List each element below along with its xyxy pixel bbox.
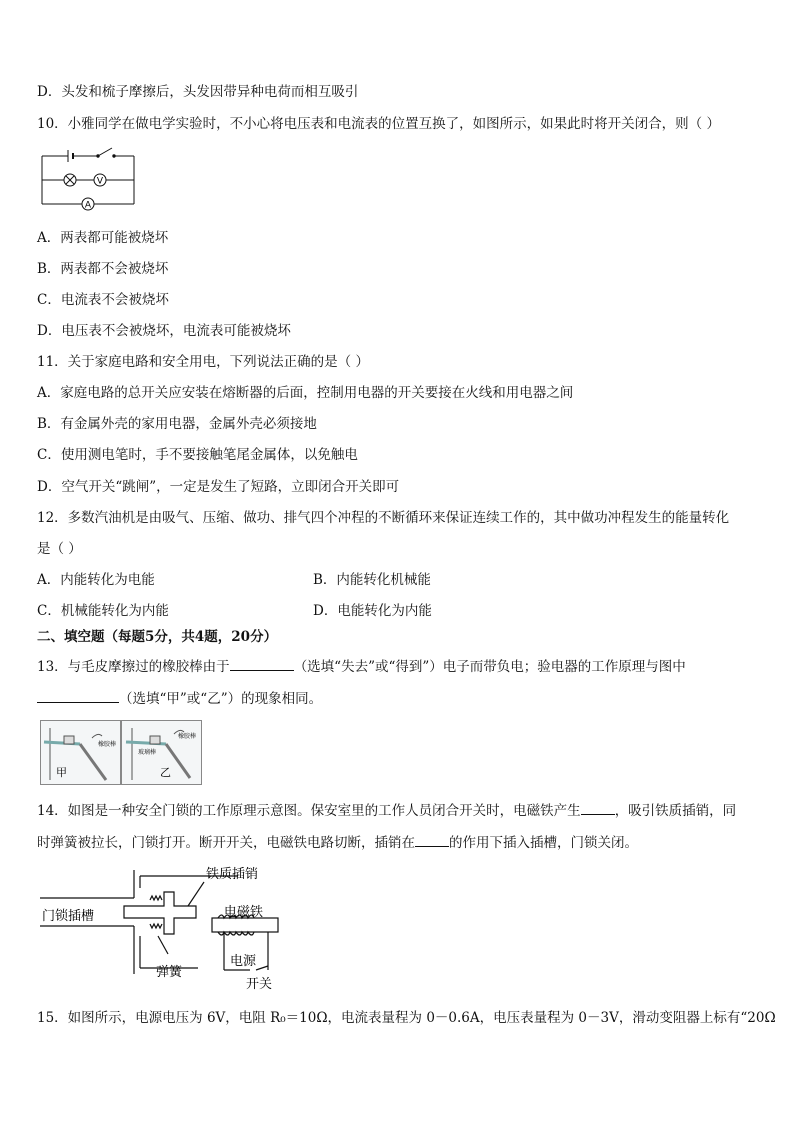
q14-text-2: ，吸引铁质插销，同 [614, 803, 737, 819]
q12-option-b: B．内能转化机械能 [313, 572, 431, 588]
q14-line2 [37, 832, 638, 852]
q11-option-d: D．空气开关“跳闸”，一定是发生了短路，立即闭合开关即可 [37, 479, 400, 495]
voltmeter-label: V [96, 176, 104, 187]
q11-option-b: B．有金属外壳的家用电器，金属外壳必须接地 [37, 416, 317, 432]
ammeter-label: A [84, 200, 92, 211]
q13-text-2: （选填“失去”或“得到”）电子而带负电；验电器的工作原理与图中 [293, 659, 686, 675]
q13-line2 [37, 688, 322, 708]
q10-option-d: D．电压表不会被烧坏，电流表可能被烧坏 [37, 323, 291, 339]
glass-rod-label: 玻璃棒 [138, 749, 157, 756]
section-title: 二、填空题（每题5分，共4题，20分） [37, 629, 278, 645]
label-jia: 甲 [56, 766, 67, 779]
pin-label: 铁质插销 [206, 867, 259, 882]
switch-label: 开关 [246, 977, 273, 992]
label-yi: 乙 [160, 766, 171, 779]
q14-line1 [37, 800, 736, 820]
q9-option-d: D．头发和梳子摩擦后，头发因带异种电荷而相互吸引 [37, 84, 359, 100]
q13-text-3: （选填“甲”或“乙”）的现象相同。 [119, 691, 323, 707]
q11-stem: 11．关于家庭电路和安全用电，下列说法正确的是（ ） [37, 354, 369, 370]
q15-stem: 15．如图所示，电源电压为 6V，电阻 R₀＝10Ω，电流表量程为 0－0.6A，电压表量程为 0－3V，滑动变阻器上标有“20Ω [37, 1010, 776, 1026]
q10-circuit-figure [36, 142, 140, 216]
q13-blank-1[interactable] [230, 656, 294, 671]
q12-option-d: D．电能转化为内能 [313, 603, 432, 619]
q13-text-1: 13．与毛皮摩擦过的橡胶棒由于 [37, 659, 230, 675]
slot-label: 门锁插槽 [42, 909, 95, 924]
q10-option-a: A．两表都可能被烧坏 [37, 230, 169, 246]
source-label: 电源 [230, 954, 257, 969]
q13-figure [40, 720, 202, 786]
q14-blank-1[interactable] [581, 800, 615, 815]
rod-label-2: 橡胶棒 [178, 733, 197, 740]
q13-line1 [37, 656, 686, 676]
spring-label: 弹簧 [156, 965, 183, 980]
q12-stem: 12．多数汽油机是由吸气、压缩、做功、排气四个冲程的不断循环来保证连续工作的，其中做功冲程发生的能量转化 [37, 510, 730, 526]
rod-label-1: 橡胶棒 [98, 741, 117, 748]
q10-option-c: C．电流表不会被烧坏 [37, 292, 169, 308]
q14-text-3: 时弹簧被拉长，门锁打开。断开开关，电磁铁电路切断，插销在 [37, 835, 415, 851]
q12-option-c: C．机械能转化为内能 [37, 603, 169, 619]
q14-text-4: 的作用下插入插槽，门锁关闭。 [449, 835, 638, 851]
q14-blank-2[interactable] [415, 832, 449, 847]
q12-option-a: A．内能转化为电能 [37, 572, 155, 588]
q10-option-b: B．两表都不会被烧坏 [37, 261, 169, 277]
q14-text-1: 14．如图是一种安全门锁的工作原理示意图。保安室里的工作人员闭合开关时，电磁铁产生 [37, 803, 581, 819]
q14-door-lock-figure [38, 862, 300, 994]
q11-option-c: C．使用测电笔时，手不要接触笔尾金属体，以免触电 [37, 447, 358, 463]
q13-blank-2[interactable] [37, 688, 119, 703]
magnet-label: 电磁铁 [224, 905, 264, 920]
q12-stem-cont: 是（ ） [37, 541, 82, 557]
q10-stem: 10．小雅同学在做电学实验时，不小心将电压表和电流表的位置互换了，如图所示，如果此时将开关闭合，则（ ） [37, 116, 720, 132]
q11-option-a: A．家庭电路的总开关应安装在熔断器的后面，控制用电器的开关要接在火线和用电器之间 [37, 385, 574, 401]
